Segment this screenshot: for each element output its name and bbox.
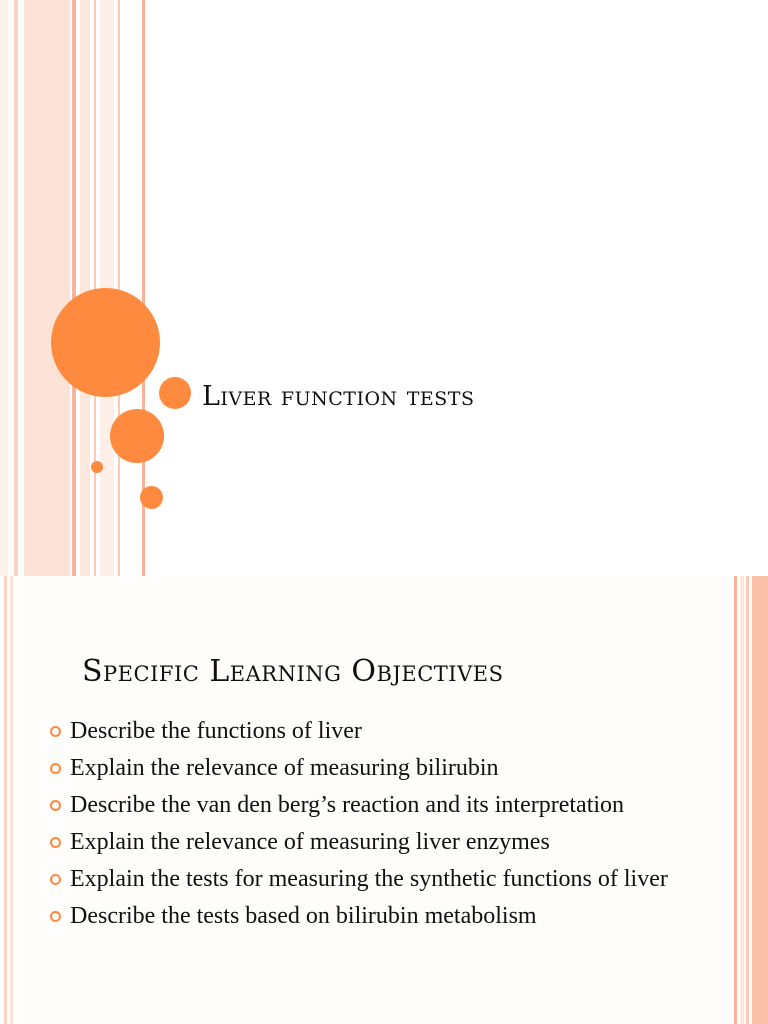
bullet-icon <box>50 726 61 737</box>
list-item-text: Describe the van den berg’s reaction and its interpretation <box>70 792 625 818</box>
bullet-icon <box>50 911 61 922</box>
decor-circle-medium <box>110 409 164 463</box>
list-item <box>48 901 668 931</box>
decor-stripe <box>4 576 7 1024</box>
decor-stripe <box>752 576 768 1024</box>
decor-stripe <box>10 576 13 1024</box>
decor-stripe <box>740 576 744 1024</box>
decor-stripe <box>72 0 76 576</box>
bullet-icon <box>50 874 61 885</box>
bullet-icon <box>50 800 61 811</box>
decor-stripe <box>118 0 120 576</box>
list-item <box>48 716 668 746</box>
slide-title: Liver function tests <box>202 381 475 412</box>
decor-stripe <box>24 0 70 576</box>
decor-circle-small <box>140 486 163 509</box>
list-item-text: Describe the tests based on bilirubin metabolism <box>70 903 537 929</box>
list-item <box>48 753 668 783</box>
decor-stripe <box>746 576 749 1024</box>
list-item <box>48 790 668 820</box>
decor-circle-large <box>51 288 160 397</box>
decor-stripe <box>734 576 737 1024</box>
decor-circle-small <box>159 377 191 409</box>
list-item-text: Explain the relevance of measuring liver enzymes <box>70 829 550 855</box>
decor-stripe <box>14 0 18 576</box>
bullet-icon <box>50 837 61 848</box>
decor-circle-tiny <box>91 461 103 473</box>
list-item-text: Explain the tests for measuring the synthetic functions of liver <box>70 866 668 892</box>
list-item-text: Explain the relevance of measuring bilirubin <box>70 755 499 781</box>
list-item <box>48 864 668 894</box>
slide-title: Specific Learning Objectives <box>82 654 504 689</box>
decor-stripe <box>0 0 8 576</box>
objectives-list <box>48 716 668 938</box>
bullet-icon <box>50 763 61 774</box>
list-item <box>48 827 668 857</box>
objectives-slide <box>0 576 768 1024</box>
list-item-text: Describe the functions of liver <box>70 718 362 744</box>
decor-stripe <box>80 0 90 576</box>
